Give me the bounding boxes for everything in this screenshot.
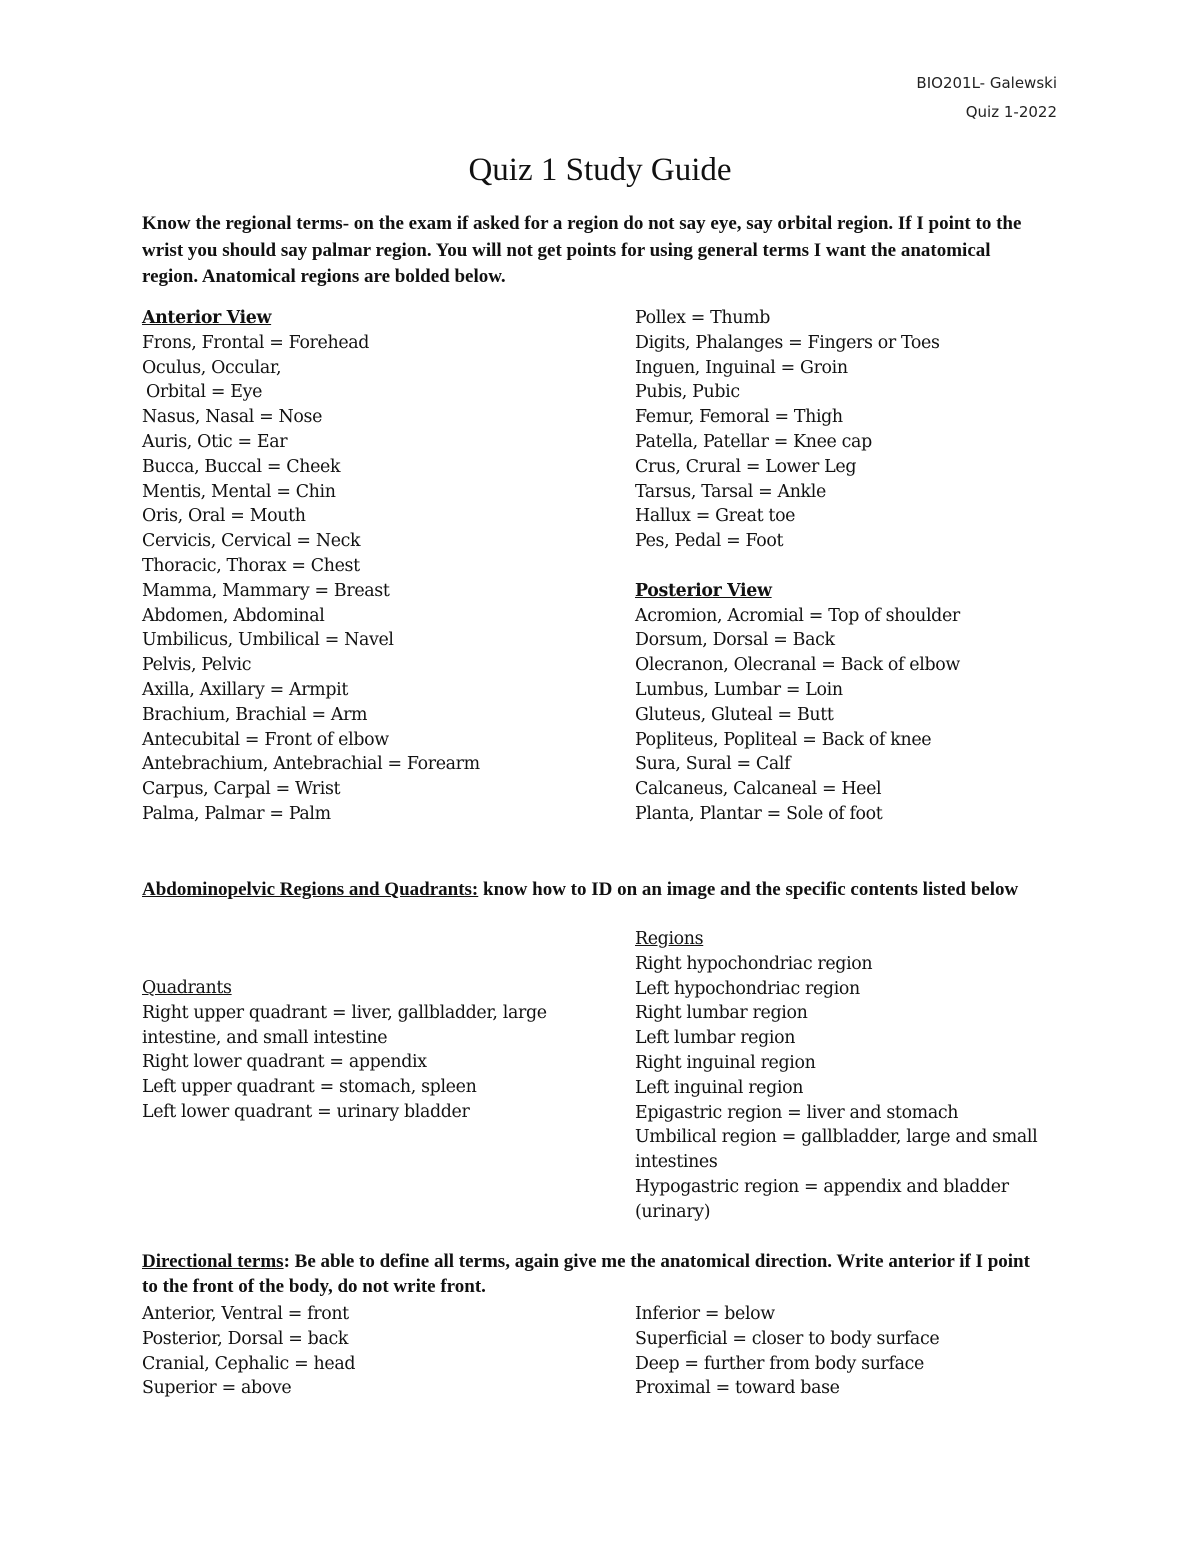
term-item: Oculus, Occular, — [142, 357, 282, 378]
term-item: Abdomen, Abdominal — [142, 605, 325, 626]
region-item: Right hypochondriac region — [635, 953, 873, 974]
directional-heading-title: Directional terms — [142, 1251, 284, 1272]
directional-column-left — [142, 1302, 355, 1401]
directional-heading-rest: : Be able to define all terms, again give me the anatomical direction. Write anterior if I point to the front of the body, do not write front. — [142, 1251, 1030, 1297]
intro-paragraph: Know the regional terms- on the exam if asked for a region do not say eye, say orbital region. If I point to the wrist you should say palmar region. You will not get points for using general terms I want the anatomical region. Anatomical regions are bolded below. — [142, 213, 1022, 287]
abdominopelvic-heading-title: Abdominopelvic Regions and Quadrants: — [142, 879, 479, 900]
quadrant-item: Right upper quadrant = liver, gallbladder, large intestine, and small intestine — [142, 1002, 547, 1048]
region-item: Hypogastric region = appendix and bladder (urinary) — [635, 1176, 1009, 1222]
regions-column — [635, 927, 1055, 1225]
page-title: Quiz 1 Study Guide — [468, 152, 732, 188]
term-item: Inguen, Inguinal = Groin — [635, 357, 848, 378]
directional-heading — [142, 1249, 1042, 1299]
directional-item: Superior = above — [142, 1378, 292, 1399]
spacer — [635, 554, 960, 579]
term-item: Hallux = Great toe — [635, 506, 796, 527]
term-item: Antecubital = Front of elbow — [142, 729, 389, 750]
term-item: Nasus, Nasal = Nose — [142, 407, 323, 428]
term-item: Dorsum, Dorsal = Back — [635, 630, 835, 651]
term-item: Brachium, Brachial = Arm — [142, 704, 368, 725]
term-item: Axilla, Axillary = Armpit — [142, 679, 348, 700]
term-item: Cervicis, Cervical = Neck — [142, 531, 361, 552]
term-item: Carpus, Carpal = Wrist — [142, 779, 341, 800]
quadrant-item: Left upper quadrant = stomach, spleen — [142, 1077, 477, 1098]
anterior-column-right — [635, 306, 960, 827]
term-item: Mentis, Mental = Chin — [142, 481, 336, 502]
term-item: Mamma, Mammary = Breast — [142, 580, 390, 601]
term-item: Pubis, Pubic — [635, 382, 740, 403]
region-item: Left inguinal region — [635, 1077, 804, 1098]
term-item: Planta, Plantar = Sole of foot — [635, 803, 883, 824]
regions-heading: Regions — [635, 929, 704, 949]
term-item: Palma, Palmar = Palm — [142, 803, 331, 824]
region-item: Umbilical region = gallbladder, large and small intestines — [635, 1127, 1038, 1173]
term-item: Thoracic, Thorax = Chest — [142, 555, 360, 576]
term-item: Femur, Femoral = Thigh — [635, 407, 843, 428]
term-item: Orbital = Eye — [146, 382, 263, 403]
term-item: Olecranon, Olecranal = Back of elbow — [635, 655, 960, 676]
term-item: Crus, Crural = Lower Leg — [635, 456, 857, 477]
term-item: Oris, Oral = Mouth — [142, 506, 306, 527]
term-item: Pes, Pedal = Foot — [635, 531, 784, 552]
region-item: Right lumbar region — [635, 1003, 808, 1024]
term-item: Lumbus, Lumbar = Loin — [635, 679, 843, 700]
quiz-header: Quiz 1-2022 — [965, 103, 1057, 121]
term-item: Digits, Phalanges = Fingers or Toes — [635, 332, 940, 353]
region-item: Left lumbar region — [635, 1028, 796, 1049]
term-item: Patella, Patellar = Knee cap — [635, 431, 872, 452]
posterior-heading: Posterior View — [635, 580, 772, 601]
directional-item: Proximal = toward base — [635, 1378, 840, 1399]
region-item: Epigastric region = liver and stomach — [635, 1102, 959, 1123]
region-item: Left hypochondriac region — [635, 978, 860, 999]
directional-item: Deep = further from body surface — [635, 1353, 924, 1374]
quadrant-item: Right lower quadrant = appendix — [142, 1052, 427, 1073]
term-item: Antebrachium, Antebrachial = Forearm — [142, 754, 480, 775]
term-item: Calcaneus, Calcaneal = Heel — [635, 779, 882, 800]
quadrant-item: Left lower quadrant = urinary bladder — [142, 1101, 470, 1122]
term-item: Pollex = Thumb — [635, 308, 771, 328]
term-item: Frons, Frontal = Forehead — [142, 332, 370, 353]
directional-item: Cranial, Cephalic = head — [142, 1353, 356, 1374]
anterior-column-left — [142, 306, 480, 827]
directional-item: Anterior, Ventral = front — [142, 1304, 349, 1324]
term-item: Pelvis, Pelvic — [142, 655, 252, 676]
directional-column-right — [635, 1302, 939, 1401]
region-item: Right inguinal region — [635, 1052, 816, 1073]
term-item: Sura, Sural = Calf — [635, 754, 791, 775]
directional-item: Superficial = closer to body surface — [635, 1328, 940, 1349]
abdominopelvic-heading-rest: know how to ID on an image and the specific contents listed below — [478, 879, 1019, 900]
term-item: Acromion, Acromial = Top of shoulder — [635, 605, 960, 626]
term-item: Umbilicus, Umbilical = Navel — [142, 630, 394, 651]
term-item: Auris, Otic = Ear — [142, 431, 288, 452]
term-item: Tarsus, Tarsal = Ankle — [635, 481, 826, 502]
term-item: Popliteus, Popliteal = Back of knee — [635, 729, 932, 750]
directional-item: Inferior = below — [635, 1304, 775, 1324]
quadrants-heading: Quadrants — [142, 978, 232, 998]
term-item: Bucca, Buccal = Cheek — [142, 456, 341, 477]
quadrants-column — [142, 976, 562, 1125]
course-header: BIO201L- Galewski — [916, 74, 1057, 92]
abdominopelvic-heading — [142, 877, 1042, 902]
term-item: Gluteus, Gluteal = Butt — [635, 704, 834, 725]
anterior-heading: Anterior View — [142, 308, 272, 328]
directional-item: Posterior, Dorsal = back — [142, 1328, 349, 1349]
